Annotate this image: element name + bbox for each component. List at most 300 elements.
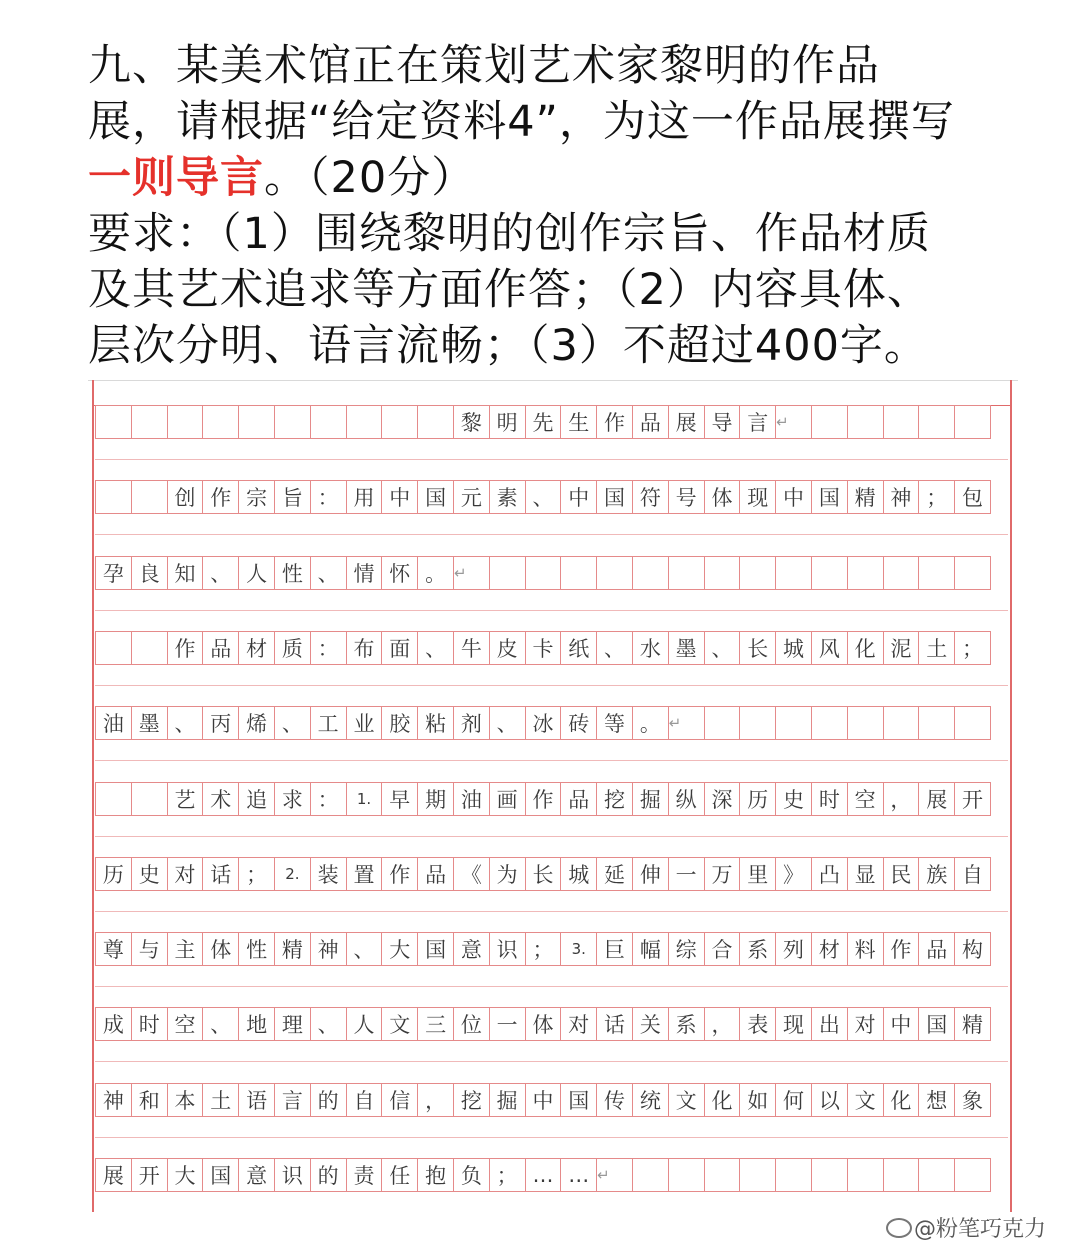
grid-cell: ： — [310, 480, 347, 514]
grid-cell — [238, 405, 275, 439]
grid-cell: ， — [883, 782, 920, 816]
grid-cell: ↵ — [596, 1158, 633, 1192]
grid-cell — [883, 1158, 920, 1192]
grid-cell: 民 — [883, 857, 920, 891]
grid-cell: 城 — [775, 631, 812, 665]
grid-cell: 、 — [489, 706, 526, 740]
grid-cell: 统 — [632, 1083, 669, 1117]
grid-cell: 2. — [274, 857, 311, 891]
grid-cell: 开 — [954, 782, 991, 816]
grid-cell — [525, 556, 562, 590]
grid-cell: 位 — [453, 1007, 490, 1041]
grid-cell: 列 — [775, 932, 812, 966]
grid-cell: 、 — [310, 1007, 347, 1041]
grid-cell — [847, 1158, 884, 1192]
watermark-text: @粉笔巧克力 — [914, 1217, 1047, 1242]
grid-cell: 史 — [775, 782, 812, 816]
grid-cell: 材 — [238, 631, 275, 665]
grid-cell: 长 — [525, 857, 562, 891]
grid-cell: 求 — [274, 782, 311, 816]
spacing-rule — [95, 1061, 1008, 1062]
grid-cell: 质 — [274, 631, 311, 665]
grid-cell: 为 — [489, 857, 526, 891]
requirement-line-2: 及其艺术追求等方面作答；（2）内容具体、 — [88, 265, 931, 315]
grid-cell — [739, 556, 776, 590]
grid-cell: ； — [525, 932, 562, 966]
grid-cell: 符 — [632, 480, 669, 514]
grid-cell — [381, 405, 418, 439]
grid-cell — [668, 1158, 705, 1192]
grid-cell: 布 — [346, 631, 383, 665]
grid-cell: 空 — [847, 782, 884, 816]
grid-cell: 关 — [632, 1007, 669, 1041]
grid-cell: 历 — [95, 857, 132, 891]
grid-cell — [775, 706, 812, 740]
grid-cell: 。 — [417, 556, 454, 590]
grid-row — [95, 857, 990, 891]
grid-cell: 先 — [525, 405, 562, 439]
grid-cell: 、 — [274, 706, 311, 740]
grid-cell: 作 — [883, 932, 920, 966]
grid-cell: 系 — [668, 1007, 705, 1041]
grid-cell: 等 — [596, 706, 633, 740]
grid-cell: 巨 — [596, 932, 633, 966]
grid-cell: 砖 — [560, 706, 597, 740]
grid-cell — [310, 405, 347, 439]
grid-cell — [918, 1158, 955, 1192]
spacing-rule — [95, 760, 1008, 761]
score-note: 。（20分） — [264, 153, 476, 203]
grid-cell: 史 — [131, 857, 168, 891]
grid-cell: 纵 — [668, 782, 705, 816]
grid-cell — [417, 405, 454, 439]
answer-sheet — [90, 380, 1018, 1212]
grid-cell: 性 — [274, 556, 311, 590]
grid-cell: 油 — [95, 706, 132, 740]
grid-cell: 中 — [883, 1007, 920, 1041]
grid-cell: 神 — [883, 480, 920, 514]
grid-cell: 开 — [131, 1158, 168, 1192]
grid-cell: 生 — [560, 405, 597, 439]
grid-cell: 责 — [346, 1158, 383, 1192]
grid-cell: 的 — [310, 1083, 347, 1117]
grid-cell: 泥 — [883, 631, 920, 665]
grid-cell: 、 — [310, 556, 347, 590]
grid-cell: ； — [918, 480, 955, 514]
grid-cell: 言 — [274, 1083, 311, 1117]
question-line-3 — [88, 150, 1048, 206]
grid-cell: 识 — [274, 1158, 311, 1192]
grid-cell: 神 — [310, 932, 347, 966]
grid-cell: 体 — [525, 1007, 562, 1041]
grid-cell: 品 — [417, 857, 454, 891]
grid-cell: 凸 — [811, 857, 848, 891]
grid-cell: 期 — [417, 782, 454, 816]
grid-cell — [954, 1158, 991, 1192]
grid-cell: 精 — [274, 932, 311, 966]
grid-cell — [811, 556, 848, 590]
weibo-icon — [886, 1218, 912, 1238]
grid-cell: 万 — [704, 857, 741, 891]
grid-row — [95, 1007, 990, 1041]
grid-cell: 出 — [811, 1007, 848, 1041]
requirement-line-1: 要求：（1）围绕黎明的创作宗旨、作品材质 — [88, 209, 931, 259]
grid-cell — [775, 1158, 812, 1192]
grid-cell: 丙 — [202, 706, 239, 740]
grid-cell: 象 — [954, 1083, 991, 1117]
grid-cell — [560, 556, 597, 590]
grid-cell: 国 — [417, 932, 454, 966]
grid-cell — [131, 631, 168, 665]
grid-cell — [883, 556, 920, 590]
question-line-1: 九、某美术馆正在策划艺术家黎明的作品 — [88, 41, 880, 91]
grid-cell: 《 — [453, 857, 490, 891]
grid-cell: 情 — [346, 556, 383, 590]
grid-cell: 黎 — [453, 405, 490, 439]
grid-cell — [918, 405, 955, 439]
grid-cell: 显 — [847, 857, 884, 891]
grid-cell: ， — [417, 1083, 454, 1117]
grid-cell: 业 — [346, 706, 383, 740]
grid-cell: 理 — [274, 1007, 311, 1041]
grid-cell: 追 — [238, 782, 275, 816]
grid-cell: 自 — [346, 1083, 383, 1117]
grid-cell: 墨 — [131, 706, 168, 740]
grid-cell — [95, 631, 132, 665]
grid-cell: 大 — [381, 932, 418, 966]
grid-cell: 与 — [131, 932, 168, 966]
grid-cell: 城 — [560, 857, 597, 891]
grid-cell: 展 — [95, 1158, 132, 1192]
grid-row — [95, 1083, 990, 1117]
grid-cell: 意 — [238, 1158, 275, 1192]
grid-cell: ↵ — [775, 405, 812, 439]
grid-cell: 以 — [811, 1083, 848, 1117]
grid-cell: 、 — [596, 631, 633, 665]
grid-cell: 装 — [310, 857, 347, 891]
grid-cell: 品 — [632, 405, 669, 439]
grid-row — [95, 1158, 990, 1192]
grid-cell: 作 — [167, 631, 204, 665]
grid-cell: 展 — [918, 782, 955, 816]
grid-cell: 三 — [417, 1007, 454, 1041]
grid-cell: 孕 — [95, 556, 132, 590]
grid-cell — [918, 706, 955, 740]
grid-cell — [167, 405, 204, 439]
grid-cell — [739, 706, 776, 740]
grid-cell — [95, 782, 132, 816]
grid-cell: 国 — [918, 1007, 955, 1041]
grid-cell: 国 — [417, 480, 454, 514]
grid-cell: 精 — [847, 480, 884, 514]
grid-cell: 品 — [560, 782, 597, 816]
grid-cell: 旨 — [274, 480, 311, 514]
grid-cell — [811, 405, 848, 439]
grid-cell: 何 — [775, 1083, 812, 1117]
grid-cell: 包 — [954, 480, 991, 514]
grid-cell: 、 — [167, 706, 204, 740]
grid-cell — [131, 480, 168, 514]
grid-cell: 里 — [739, 857, 776, 891]
grid-cell: 历 — [739, 782, 776, 816]
grid-cell — [131, 405, 168, 439]
grid-cell: 负 — [453, 1158, 490, 1192]
sheet-right-margin — [1010, 380, 1012, 1212]
grid-cell: 合 — [704, 932, 741, 966]
grid-cell: 识 — [489, 932, 526, 966]
grid-row — [95, 782, 990, 816]
grid-cell: ： — [310, 631, 347, 665]
grid-cell: 艺 — [167, 782, 204, 816]
grid-cell: 胶 — [381, 706, 418, 740]
grid-cell: 化 — [847, 631, 884, 665]
grid-row — [95, 556, 990, 590]
grid-cell: 综 — [668, 932, 705, 966]
grid-cell — [668, 556, 705, 590]
grid-cell: 纸 — [560, 631, 597, 665]
grid-cell — [883, 405, 920, 439]
grid-cell: 延 — [596, 857, 633, 891]
spacing-rule — [95, 911, 1008, 912]
grid-cell: 传 — [596, 1083, 633, 1117]
grid-cell: 、 — [202, 556, 239, 590]
spacing-rule — [95, 836, 1008, 837]
grid-cell: 卡 — [525, 631, 562, 665]
grid-cell: 构 — [954, 932, 991, 966]
grid-cell: ， — [704, 1007, 741, 1041]
grid-cell: 文 — [381, 1007, 418, 1041]
grid-cell: 展 — [668, 405, 705, 439]
spacing-rule — [95, 685, 1008, 686]
grid-cell: 现 — [775, 1007, 812, 1041]
grid-cell — [95, 480, 132, 514]
grid-cell — [131, 782, 168, 816]
spacing-rule — [95, 1137, 1008, 1138]
grid-cell: ↵ — [453, 556, 490, 590]
grid-cell: 牛 — [453, 631, 490, 665]
grid-cell: 国 — [560, 1083, 597, 1117]
grid-cell — [489, 556, 526, 590]
grid-cell — [704, 706, 741, 740]
grid-cell: 知 — [167, 556, 204, 590]
grid-cell: 粘 — [417, 706, 454, 740]
grid-cell: 文 — [668, 1083, 705, 1117]
spacing-rule — [95, 534, 1008, 535]
grid-cell — [704, 1158, 741, 1192]
grid-cell: ； — [489, 1158, 526, 1192]
grid-cell: 精 — [954, 1007, 991, 1041]
grid-cell: 神 — [95, 1083, 132, 1117]
grid-cell: 化 — [704, 1083, 741, 1117]
grid-cell: 烯 — [238, 706, 275, 740]
grid-cell: 对 — [560, 1007, 597, 1041]
grid-cell — [739, 1158, 776, 1192]
grid-cell: … — [525, 1158, 562, 1192]
grid-cell — [883, 706, 920, 740]
grid-cell: 体 — [202, 932, 239, 966]
grid-cell: 时 — [811, 782, 848, 816]
grid-cell: 水 — [632, 631, 669, 665]
grid-cell: 中 — [560, 480, 597, 514]
grid-cell: 文 — [847, 1083, 884, 1117]
grid-cell: 现 — [739, 480, 776, 514]
grid-cell: 自 — [954, 857, 991, 891]
grid-cell: 冰 — [525, 706, 562, 740]
grid-cell: 空 — [167, 1007, 204, 1041]
sheet-top-edge — [88, 380, 1018, 381]
grid-cell: 工 — [310, 706, 347, 740]
grid-cell: 1. — [346, 782, 383, 816]
grid-cell: 抱 — [417, 1158, 454, 1192]
grid-cell: 国 — [596, 480, 633, 514]
grid-cell: 、 — [417, 631, 454, 665]
grid-cell: 明 — [489, 405, 526, 439]
spacing-rule — [95, 986, 1008, 987]
task-highlight: 一则导言 — [88, 153, 264, 203]
grid-cell: 油 — [453, 782, 490, 816]
grid-row — [95, 480, 990, 514]
grid-cell: 化 — [883, 1083, 920, 1117]
grid-cell: 掘 — [489, 1083, 526, 1117]
grid-cell: 对 — [847, 1007, 884, 1041]
grid-cell: 话 — [596, 1007, 633, 1041]
grid-cell — [775, 556, 812, 590]
grid-cell: 一 — [489, 1007, 526, 1041]
grid-cell: 对 — [167, 857, 204, 891]
grid-cell: 长 — [739, 631, 776, 665]
grid-cell: 》 — [775, 857, 812, 891]
grid-cell: 语 — [238, 1083, 275, 1117]
grid-cell: 、 — [346, 932, 383, 966]
grid-cell: 话 — [202, 857, 239, 891]
grid-cell — [811, 1158, 848, 1192]
grid-cell: 挖 — [596, 782, 633, 816]
grid-cell: 、 — [525, 480, 562, 514]
grid-cell: 系 — [739, 932, 776, 966]
grid-cell: 号 — [668, 480, 705, 514]
grid-cell: 掘 — [632, 782, 669, 816]
grid-row — [95, 932, 990, 966]
grid-cell — [847, 556, 884, 590]
spacing-rule — [95, 610, 1008, 611]
grid-cell: 、 — [202, 1007, 239, 1041]
grid-cell — [632, 1158, 669, 1192]
grid-cell: 族 — [918, 857, 955, 891]
grid-cell: 地 — [238, 1007, 275, 1041]
grid-cell: 作 — [381, 857, 418, 891]
grid-cell: 一 — [668, 857, 705, 891]
grid-cell: 和 — [131, 1083, 168, 1117]
grid-cell: 体 — [704, 480, 741, 514]
grid-cell: 画 — [489, 782, 526, 816]
grid-cell: 剂 — [453, 706, 490, 740]
grid-cell: 土 — [202, 1083, 239, 1117]
grid-row — [95, 405, 990, 439]
grid-cell: 主 — [167, 932, 204, 966]
grid-cell: … — [560, 1158, 597, 1192]
grid-cell — [274, 405, 311, 439]
grid-cell: 创 — [167, 480, 204, 514]
grid-cell: 品 — [918, 932, 955, 966]
grid-cell: 幅 — [632, 932, 669, 966]
sheet-left-margin — [92, 380, 94, 1212]
grid-cell: 良 — [131, 556, 168, 590]
grid-cell: 料 — [847, 932, 884, 966]
grid-cell: 国 — [811, 480, 848, 514]
grid-cell: 中 — [381, 480, 418, 514]
grid-cell: 意 — [453, 932, 490, 966]
spacing-rule — [95, 459, 1008, 460]
question-prompt — [88, 38, 1048, 374]
grid-cell — [918, 556, 955, 590]
grid-cell: 性 — [238, 932, 275, 966]
grid-cell: 置 — [346, 857, 383, 891]
grid-cell: ↵ — [668, 706, 705, 740]
requirement-line-3: 层次分明、语言流畅；（3）不超过400字。 — [88, 321, 928, 371]
grid-cell: 风 — [811, 631, 848, 665]
question-line-2: 展，请根据“给定资料4”，为这一作品展撰写 — [88, 97, 955, 147]
grid-cell — [632, 556, 669, 590]
grid-cell: 时 — [131, 1007, 168, 1041]
grid-cell: 伸 — [632, 857, 669, 891]
grid-cell: 作 — [525, 782, 562, 816]
grid-cell: 信 — [381, 1083, 418, 1117]
grid-cell — [847, 405, 884, 439]
grid-cell: 表 — [739, 1007, 776, 1041]
grid-cell: 怀 — [381, 556, 418, 590]
grid-cell: 3. — [560, 932, 597, 966]
grid-cell: 尊 — [95, 932, 132, 966]
grid-cell: ； — [238, 857, 275, 891]
grid-row — [95, 706, 990, 740]
grid-cell — [811, 706, 848, 740]
grid-cell: 、 — [704, 631, 741, 665]
grid-cell: 本 — [167, 1083, 204, 1117]
grid-cell: 面 — [381, 631, 418, 665]
grid-cell: 用 — [346, 480, 383, 514]
grid-cell: 土 — [918, 631, 955, 665]
grid-cell: 大 — [167, 1158, 204, 1192]
grid-cell — [954, 706, 991, 740]
grid-cell: 人 — [346, 1007, 383, 1041]
grid-cell: 如 — [739, 1083, 776, 1117]
grid-cell: 国 — [202, 1158, 239, 1192]
grid-cell: 中 — [775, 480, 812, 514]
grid-cell: 成 — [95, 1007, 132, 1041]
grid-cell: 早 — [381, 782, 418, 816]
grid-cell: 的 — [310, 1158, 347, 1192]
grid-cell: 材 — [811, 932, 848, 966]
grid-cell: 导 — [704, 405, 741, 439]
grid-cell — [95, 405, 132, 439]
grid-cell: 皮 — [489, 631, 526, 665]
grid-cell: 想 — [918, 1083, 955, 1117]
grid-row — [95, 631, 990, 665]
grid-cell: 宗 — [238, 480, 275, 514]
grid-cell: 墨 — [668, 631, 705, 665]
grid-cell — [346, 405, 383, 439]
grid-cell — [704, 556, 741, 590]
grid-cell: 挖 — [453, 1083, 490, 1117]
grid-cell: 作 — [202, 480, 239, 514]
grid-cell: 品 — [202, 631, 239, 665]
watermark — [886, 1212, 1046, 1243]
grid-cell — [847, 706, 884, 740]
grid-cell: 任 — [381, 1158, 418, 1192]
grid-cell: 作 — [596, 405, 633, 439]
grid-cell — [954, 405, 991, 439]
grid-cell: 元 — [453, 480, 490, 514]
